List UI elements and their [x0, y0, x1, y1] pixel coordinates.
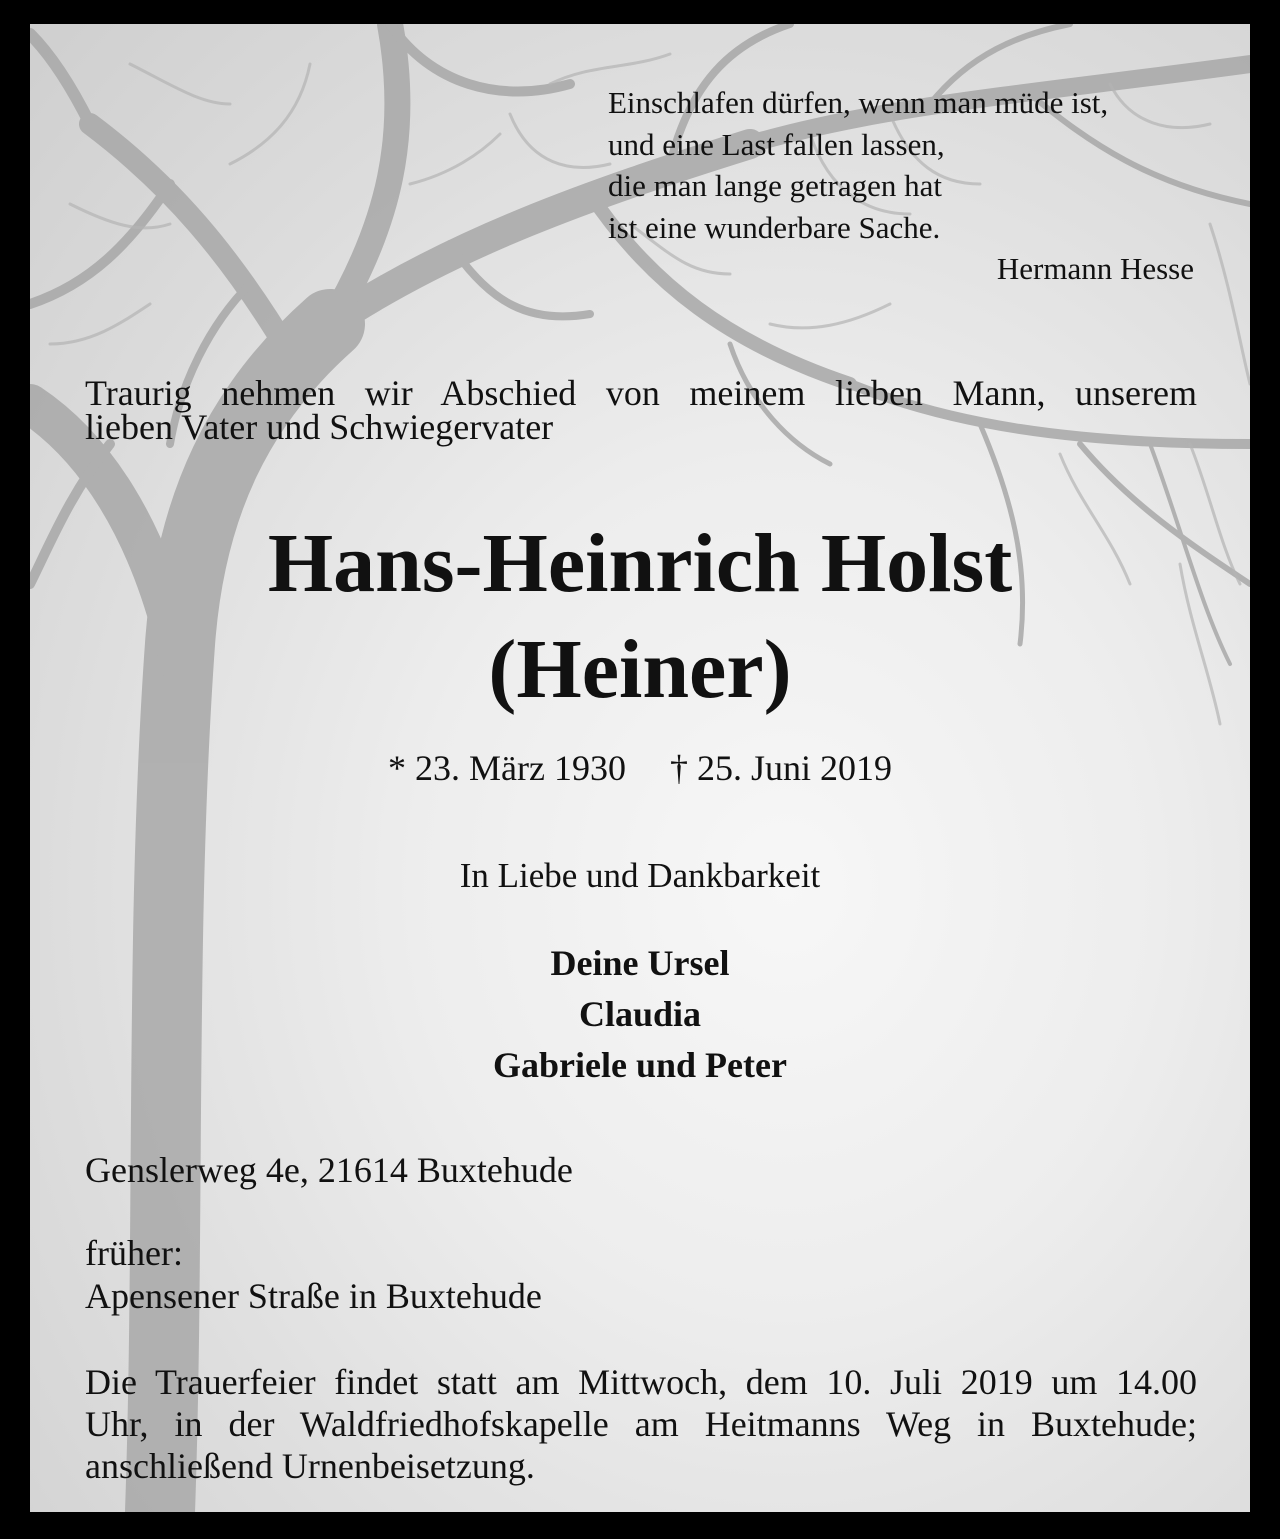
- birth-date: * 23. März 1930: [388, 748, 626, 788]
- former-address: Apensener Straße in Buxtehude: [85, 1276, 542, 1316]
- quote-line: und eine Last fallen lassen,: [608, 126, 945, 162]
- ceremony-line: Die Trauerfeier findet statt am Mittwoch, dem 10. Juli 2019 um 14.00: [85, 1362, 1197, 1402]
- former-address-block: [85, 1232, 542, 1318]
- intro-line: lieben Vater und Schwiegervater: [85, 407, 554, 447]
- deceased-name: Hans-Heinrich Holst: [267, 517, 1013, 610]
- deceased-nickname: (Heiner): [488, 623, 792, 716]
- mourner-name: Claudia: [578, 994, 702, 1034]
- intro-line: Traurig nehmen wir Abschied von meinem lieben Mann, unserem: [85, 373, 1197, 413]
- ceremony-info: [85, 1361, 1197, 1487]
- epigraph-quote: [608, 82, 1108, 248]
- mourner-name: Deine Ursel: [550, 943, 730, 983]
- quote-line: Einschlafen dürfen, wenn man müde ist,: [608, 85, 1109, 120]
- death-date: † 25. Juni 2019: [669, 748, 892, 788]
- intro-text: [85, 373, 1197, 447]
- quote-line: die man lange getragen hat: [608, 168, 942, 203]
- obituary-notice: [30, 24, 1250, 1512]
- quote-line: ist eine wunderbare Sache.: [608, 209, 941, 245]
- thanks-line: In Liebe und Dankbarkeit: [459, 856, 821, 895]
- life-dates: [30, 746, 1250, 790]
- mourner-name: Gabriele und Peter: [493, 1045, 787, 1085]
- mourners-list: [30, 938, 1250, 1091]
- ceremony-line: anschließend Urnenbeisetzung.: [85, 1446, 535, 1486]
- ceremony-line: Uhr, in der Waldfriedhofskapelle am Heitmanns Weg in Buxtehude;: [85, 1404, 1197, 1444]
- former-label: früher:: [85, 1233, 183, 1273]
- quote-author: Hermann Hesse: [996, 251, 1194, 286]
- current-address: Genslerweg 4e, 21614 Buxtehude: [85, 1150, 573, 1190]
